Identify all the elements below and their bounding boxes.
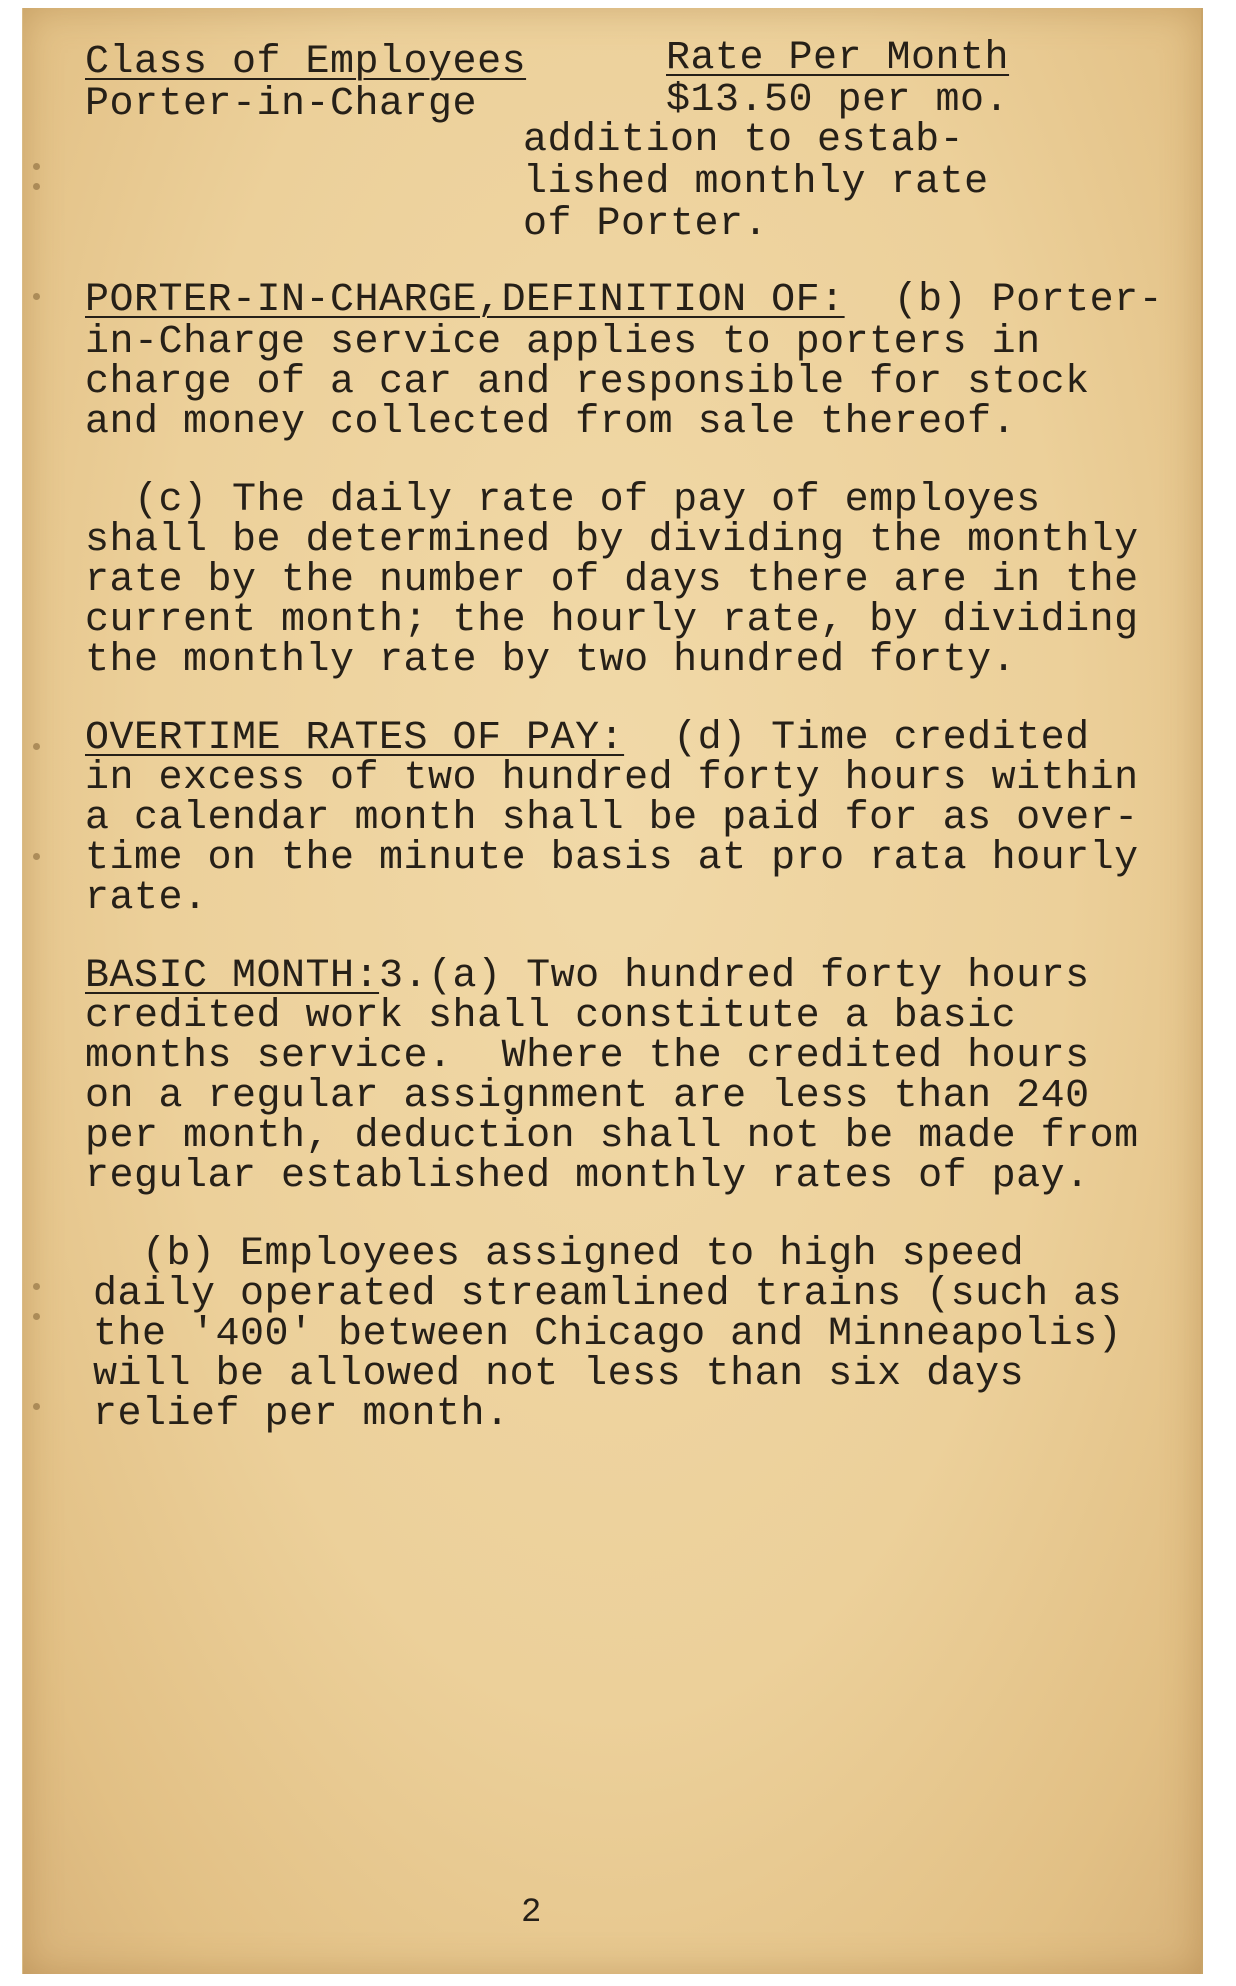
binder-hole [33,1403,40,1410]
paragraph-line: a calendar month shall be paid for as over- [85,796,1139,841]
paragraph-line: relief per month. [93,1392,510,1437]
rate-per-month-heading: Rate Per Month [666,36,1010,81]
paragraph-line: per month, deduction shall not be made from [85,1114,1139,1159]
binder-hole [33,853,40,860]
class-value: Porter-in-Charge [85,82,478,127]
paragraph-line: the '400' between Chicago and Minneapolis) [93,1312,1123,1357]
binder-hole [33,743,40,750]
paragraph-line: (c) The daily rate of pay of employes [85,478,1041,523]
paragraph-line: on a regular assignment are less than 240 [85,1074,1090,1119]
section-heading: BASIC MONTH: [85,954,380,999]
paragraph-line: in-Charge service applies to porters in [85,320,1041,365]
binder-hole [33,163,40,170]
class-of-employees-heading: Class of Employees [85,40,527,85]
binder-hole [33,183,40,190]
paragraph-line: credited work shall constitute a basic [85,994,1017,1039]
paragraph-line: rate by the number of days there are in the [85,558,1139,603]
rate-note-line: of Porter. [523,202,769,247]
paragraph-line: the monthly rate by two hundred forty. [85,638,1017,683]
paragraph-line: rate. [85,876,208,921]
paragraph-line: shall be determined by dividing the monthly [85,518,1139,563]
section-basic-month-first-line: BASIC MONTH:3.(a) Two hundred forty hours [85,954,1090,999]
paragraph-line: charge of a car and responsible for stock [85,360,1090,405]
section-overtime-first-line: OVERTIME RATES OF PAY: (d) Time credited [85,716,1090,761]
binder-hole [33,1313,40,1320]
binder-hole [33,1283,40,1290]
paragraph-line: current month; the hourly rate, by dividing [85,598,1139,643]
binder-hole [33,293,40,300]
paragraph-line: daily operated streamlined trains (such as [93,1272,1123,1317]
rate-note-line: lished monthly rate [523,160,989,205]
section-heading: OVERTIME RATES OF PAY: [85,716,625,761]
section-definition-first-line: PORTER-IN-CHARGE,DEFINITION OF: (b) Porter- [85,278,1164,323]
paragraph-line: and money collected from sale thereof. [85,400,1017,445]
paragraph-line: regular established monthly rates of pay. [85,1154,1090,1199]
rate-note-line: addition to estab- [523,118,965,163]
typed-page [22,8,1203,1974]
paragraph-line: time on the minute basis at pro rata hourly [85,836,1139,881]
paragraph-line: (b) Employees assigned to high speed [93,1232,1025,1277]
paragraph-line: will be allowed not less than six days [93,1352,1025,1397]
paragraph-line: months service. Where the credited hours [85,1034,1090,1079]
page-number: 2 [521,1894,542,1932]
rate-value: $13.50 per mo. [666,78,1010,123]
paragraph-line: in excess of two hundred forty hours within [85,756,1139,801]
section-heading: PORTER-IN-CHARGE,DEFINITION OF: [85,278,845,323]
